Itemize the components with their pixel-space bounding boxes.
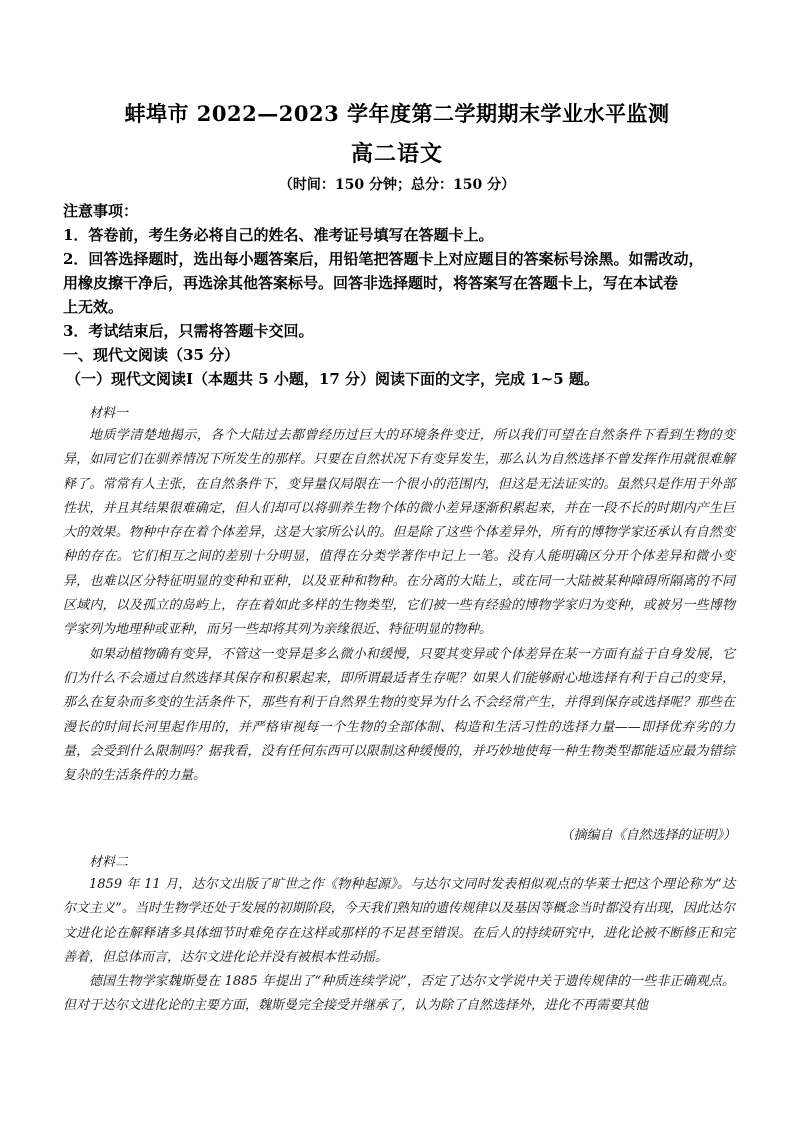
material-2-text xyxy=(63,873,735,1019)
material-2-label: 材料二 xyxy=(89,855,129,870)
subject-title: 高二语文 xyxy=(350,141,443,167)
exam-time-info: （时间：150 分钟；总分：150 分） xyxy=(278,177,516,193)
notice-item-3: 3．考试结束后，只需将答题卡交回。 xyxy=(63,322,314,340)
notice-heading: 注意事项： xyxy=(63,202,139,220)
material-1-label: 材料一 xyxy=(89,406,129,421)
material-1-paragraph-1: 地质学清楚地揭示，各个大陆过去都曾经历过巨大的环境条件变迁，所以我们可望在自然条件下看到生物的变异，如同它们在驯养情况下所发生的那样。只要在自然状况下有变异发生，那么认为自然选择不曾发挥作用就很难解释了。常常有人主张，在自然条件下，变异量仅局限在一个很小的范围内，但这是无法证实的。虽然只是作用于外部性状，并且其结果很难确定，但人们却可以将驯养生物个体的微小差异逐渐积累起来，并在一段不长的时期内产生巨大的效果。物种中存在着个体差异，这是大家所公认的。但是除了这些个体差异外，所有的博物学家还承认有自然变种的存在。它们相互之间的差别十分明显，值得在分类学著作中记上一笔。没有人能明确区分开个体差异和微小变异，也难以区分特征明显的变种和亚种，以及亚种和物种。在分离的大陆上，或在同一大陆被某种障碍所隔离的不同区域内，以及孤立的岛屿上，存在着如此多样的生物类型，它们被一些有经验的博物学家归为变种，或被另一些博物学家列为地理种或亚种，而另一些却将其列为亲缘很近、特征明显的物种。 xyxy=(63,428,735,638)
material-1-text xyxy=(63,424,735,788)
material-1-paragraph-2: 如果动植物确有变异，不管这一变异是多么微小和缓慢，只要其变异或个体差异在某一方面有益于自身发展，它们为什么不会通过自然选择其保存和积累起来，即所谓最适者生存呢？如果人们能够耐心地选择有利于自己的变异，那么在复杂而多变的生活条件下，那些有利于自然界生物的变异为什么不会经常产生，并得到保存或选择呢？那些在漫长的时间长河里起作用的，并严格审视每一个生物的全部体制、构造和生活习性的选择力量——即择优弃劣的力量，会受到什么限制吗？据我看，没有任何东西可以限制这种缓慢的，并巧妙地使每一种生物类型都能适应最为错综复杂的生活条件的力量。 xyxy=(63,646,735,784)
notice-item-2-line-1: 2．回答选择题时，选出每小题答案后，用铅笔把答题卡上对应题目的答案标号涂黑。如需改动， xyxy=(63,250,704,268)
material-1-source: （摘编自《自然选择的证明》） xyxy=(560,828,736,843)
notice-item-2-line-3: 上无效。 xyxy=(63,298,124,316)
notice-item-1: 1．答卷前，考生务必将自己的姓名、准考证号填写在答题卡上。 xyxy=(63,226,494,244)
section-subheading: （一）现代文阅读Ⅰ（本题共 5 小题，17 分）阅读下面的文字，完成 1~5 题。 xyxy=(66,370,599,388)
material-2-paragraph-2: 德国生物学家魏斯曼在 1885 年提出了“种质连续学说”，否定了达尔文学说中关于遗传规律的一些非正确观点。但对于达尔文进化论的主要方面，魏斯曼完全接受并继承了，认为除了自然选择外，进化不再需要其他 xyxy=(63,974,735,1014)
material-2-paragraph-1: 1859 年 11 月，达尔文出版了旷世之作《物种起源》。与达尔文同时发表相似观点的华莱士把这个理论称为“达尔文主义”。当时生物学还处于发展的初期阶段，今天我们熟知的遗传规律以及基因等概念当时都没有出现，因此达尔文进化论在解释诸多具体细节时难免存在这样或那样的不足甚至错误。在后人的持续研究中，进化论被不断修正和完善着，但总体而言，达尔文进化论并没有被根本性动摇。 xyxy=(63,877,735,965)
notice-block xyxy=(63,199,743,391)
exam-title: 蚌埠市 2022—2023 学年度第二学期期末学业水平监测 xyxy=(124,101,670,126)
notice-item-2-line-2: 用橡皮擦干净后，再选涂其他答案标号。回答非选择题时，将答案写在答题卡上，写在本试卷 xyxy=(63,274,679,292)
section-heading: 一、现代文阅读（35 分） xyxy=(63,346,240,364)
